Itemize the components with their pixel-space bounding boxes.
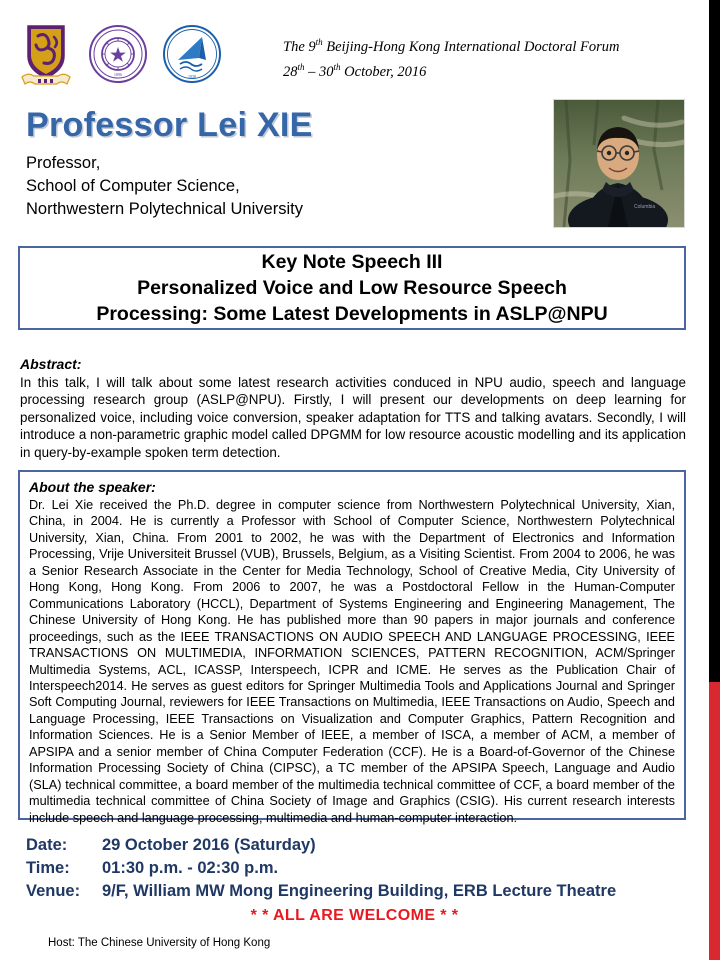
- abstract-heading: Abstract:: [20, 356, 82, 372]
- speaker-bio-box: [18, 470, 686, 825]
- edge-red-segment: [709, 682, 720, 960]
- svg-text:Columbia: Columbia: [634, 204, 656, 210]
- poster-header: [0, 0, 709, 100]
- forum-line2-sup1: th: [297, 61, 305, 72]
- keynote-line-1: Key Note Speech III: [261, 251, 443, 273]
- event-details: [26, 834, 686, 903]
- svg-text:1938: 1938: [188, 74, 196, 79]
- forum-line1-rest: Beijing-Hong Kong International Doctoral Forum: [322, 38, 620, 55]
- date-label: Date:: [26, 836, 68, 854]
- keynote-title-box: [18, 246, 686, 330]
- bjtu-logo-icon: [88, 24, 148, 84]
- venue-value: 9/F, William MW Mong Engineering Building, ERB Lecture Theatre: [102, 882, 617, 900]
- time-value: 01:30 p.m. - 02:30 p.m.: [102, 859, 279, 877]
- affiliation-line-3: Northwestern Polytechnical University: [26, 200, 303, 218]
- logo-row: [18, 22, 222, 86]
- affiliation-line-1: Professor,: [26, 154, 101, 172]
- forum-line2-c: October, 2016: [340, 63, 427, 80]
- keynote-line-3: Processing: Some Latest Developments in ASLP@NPU: [96, 303, 608, 325]
- speaker-affiliation: [26, 152, 526, 221]
- forum-line2-sup2: th: [333, 61, 341, 72]
- speaker-photo: [553, 99, 685, 228]
- forum-line1-sup: th: [315, 37, 323, 47]
- edge-decoration: [709, 0, 720, 960]
- bio-heading: About the speaker:: [29, 479, 156, 495]
- keynote-line-2: Personalized Voice and Low Resource Speech: [137, 277, 567, 299]
- detail-row-date: [26, 834, 686, 857]
- time-label: Time:: [26, 859, 70, 877]
- cuhk-logo-icon: [18, 22, 74, 86]
- host-line: Host: The Chinese University of Hong Kong: [48, 937, 271, 949]
- abstract-section: [20, 355, 686, 461]
- date-value: 29 October 2016 (Saturday): [102, 836, 316, 854]
- forum-line2-a: 28: [283, 63, 298, 80]
- speaker-name-block: [26, 104, 526, 221]
- forum-line2-b: – 30: [304, 63, 334, 80]
- venue-label: Venue:: [26, 882, 81, 900]
- svg-text:1896: 1896: [113, 72, 123, 77]
- affiliation-line-2: School of Computer Science,: [26, 177, 240, 195]
- detail-row-venue: [26, 880, 686, 903]
- forum-title: [283, 32, 619, 82]
- npu-logo-icon: [162, 24, 222, 84]
- bio-text: Dr. Lei Xie received the Ph.D. degree in computer science from Northwestern Polytechnical University, Xian, China, in 2004. He is currently a Professor with School of Computer Science, Northwestern Polytechnical University, Xian, China. From 2001 to 2002, he was with the Department of Electronics and Information Processing, Vrije Universiteit Brussel (VUB), Brussels, Belgium, as a Visiting Scientist. From 2004 to 2006, he was a Senior Research Associate in the Center for Media Technology, School of Creative Media, City University of Hong Kong, Hong Kong. From 2006 to 2007, he was a Postdoctoral Fellow in the Human-Computer Communications Laboratory (HCCL), Department of Systems Engineering and Engineering Management, The Chinese University of Hong Kong. He has published more than 90 papers in major journals and conference proceedings, such as the IEEE TRANSACTIONS ON AUDIO SPEECH AND LANGUAGE PROCESSING, IEEE TRANSACTIONS ON MULTIMEDIA, INFORMATION SCIENCES, PATTERN RECOGNITION, ACM/Springer Multimedia Systems, ACL, ICASSP, Interspeech, ICPR and ICME. He serves as the Publication Chair of Interspeech2014. He serves as guest editors for Springer Multimedia Tools and Applications Journal and Springer Soft Computing Journal, reviewers for IEEE Transactions on Multimedia, IEEE Transactions on Audio, Speech and Language Processing, IEEE Transactions on Visualization and Computer Graphics, Pattern Recognition and Information Sciences. He is a Senior Member of IEEE, a member of ISCA, a member of ACM, a member of APSIPA and a senior member of China Computer Federation (CCF). He is a Board-of-Governor of the Chinese Information Processing Society of China (CIPSC), a TC member of the APSIPA Speech, Language and Audio (SLA) technical committee, a board member of the multimedia technical committee of CCF, a board member of the multimedia technical committee of China Society of Image and Graphics (CSIG). His current research interests include speech and language processing, multimedia and human-computer interaction.: [29, 498, 675, 825]
- edge-black-segment: [709, 0, 720, 682]
- welcome-banner: * * ALL ARE WELCOME * *: [250, 907, 459, 924]
- detail-row-time: [26, 857, 686, 880]
- forum-line1-prefix: The 9: [283, 38, 316, 55]
- abstract-text: In this talk, I will talk about some latest research activities conduced in NPU audio, speech and language processing research group (ASLP@NPU). Firstly, I will present our developments on deep learning for personalized voice, including voice conversion, speaker adaptation for TTS and talking avatars. Secondly, I will introduce a non-parametric graphic model called DPGMM for low resource acoustic modelling and its application in query-by-example spoken term detection.: [20, 375, 686, 460]
- speaker-name: Professor Lei XIE: [26, 106, 313, 144]
